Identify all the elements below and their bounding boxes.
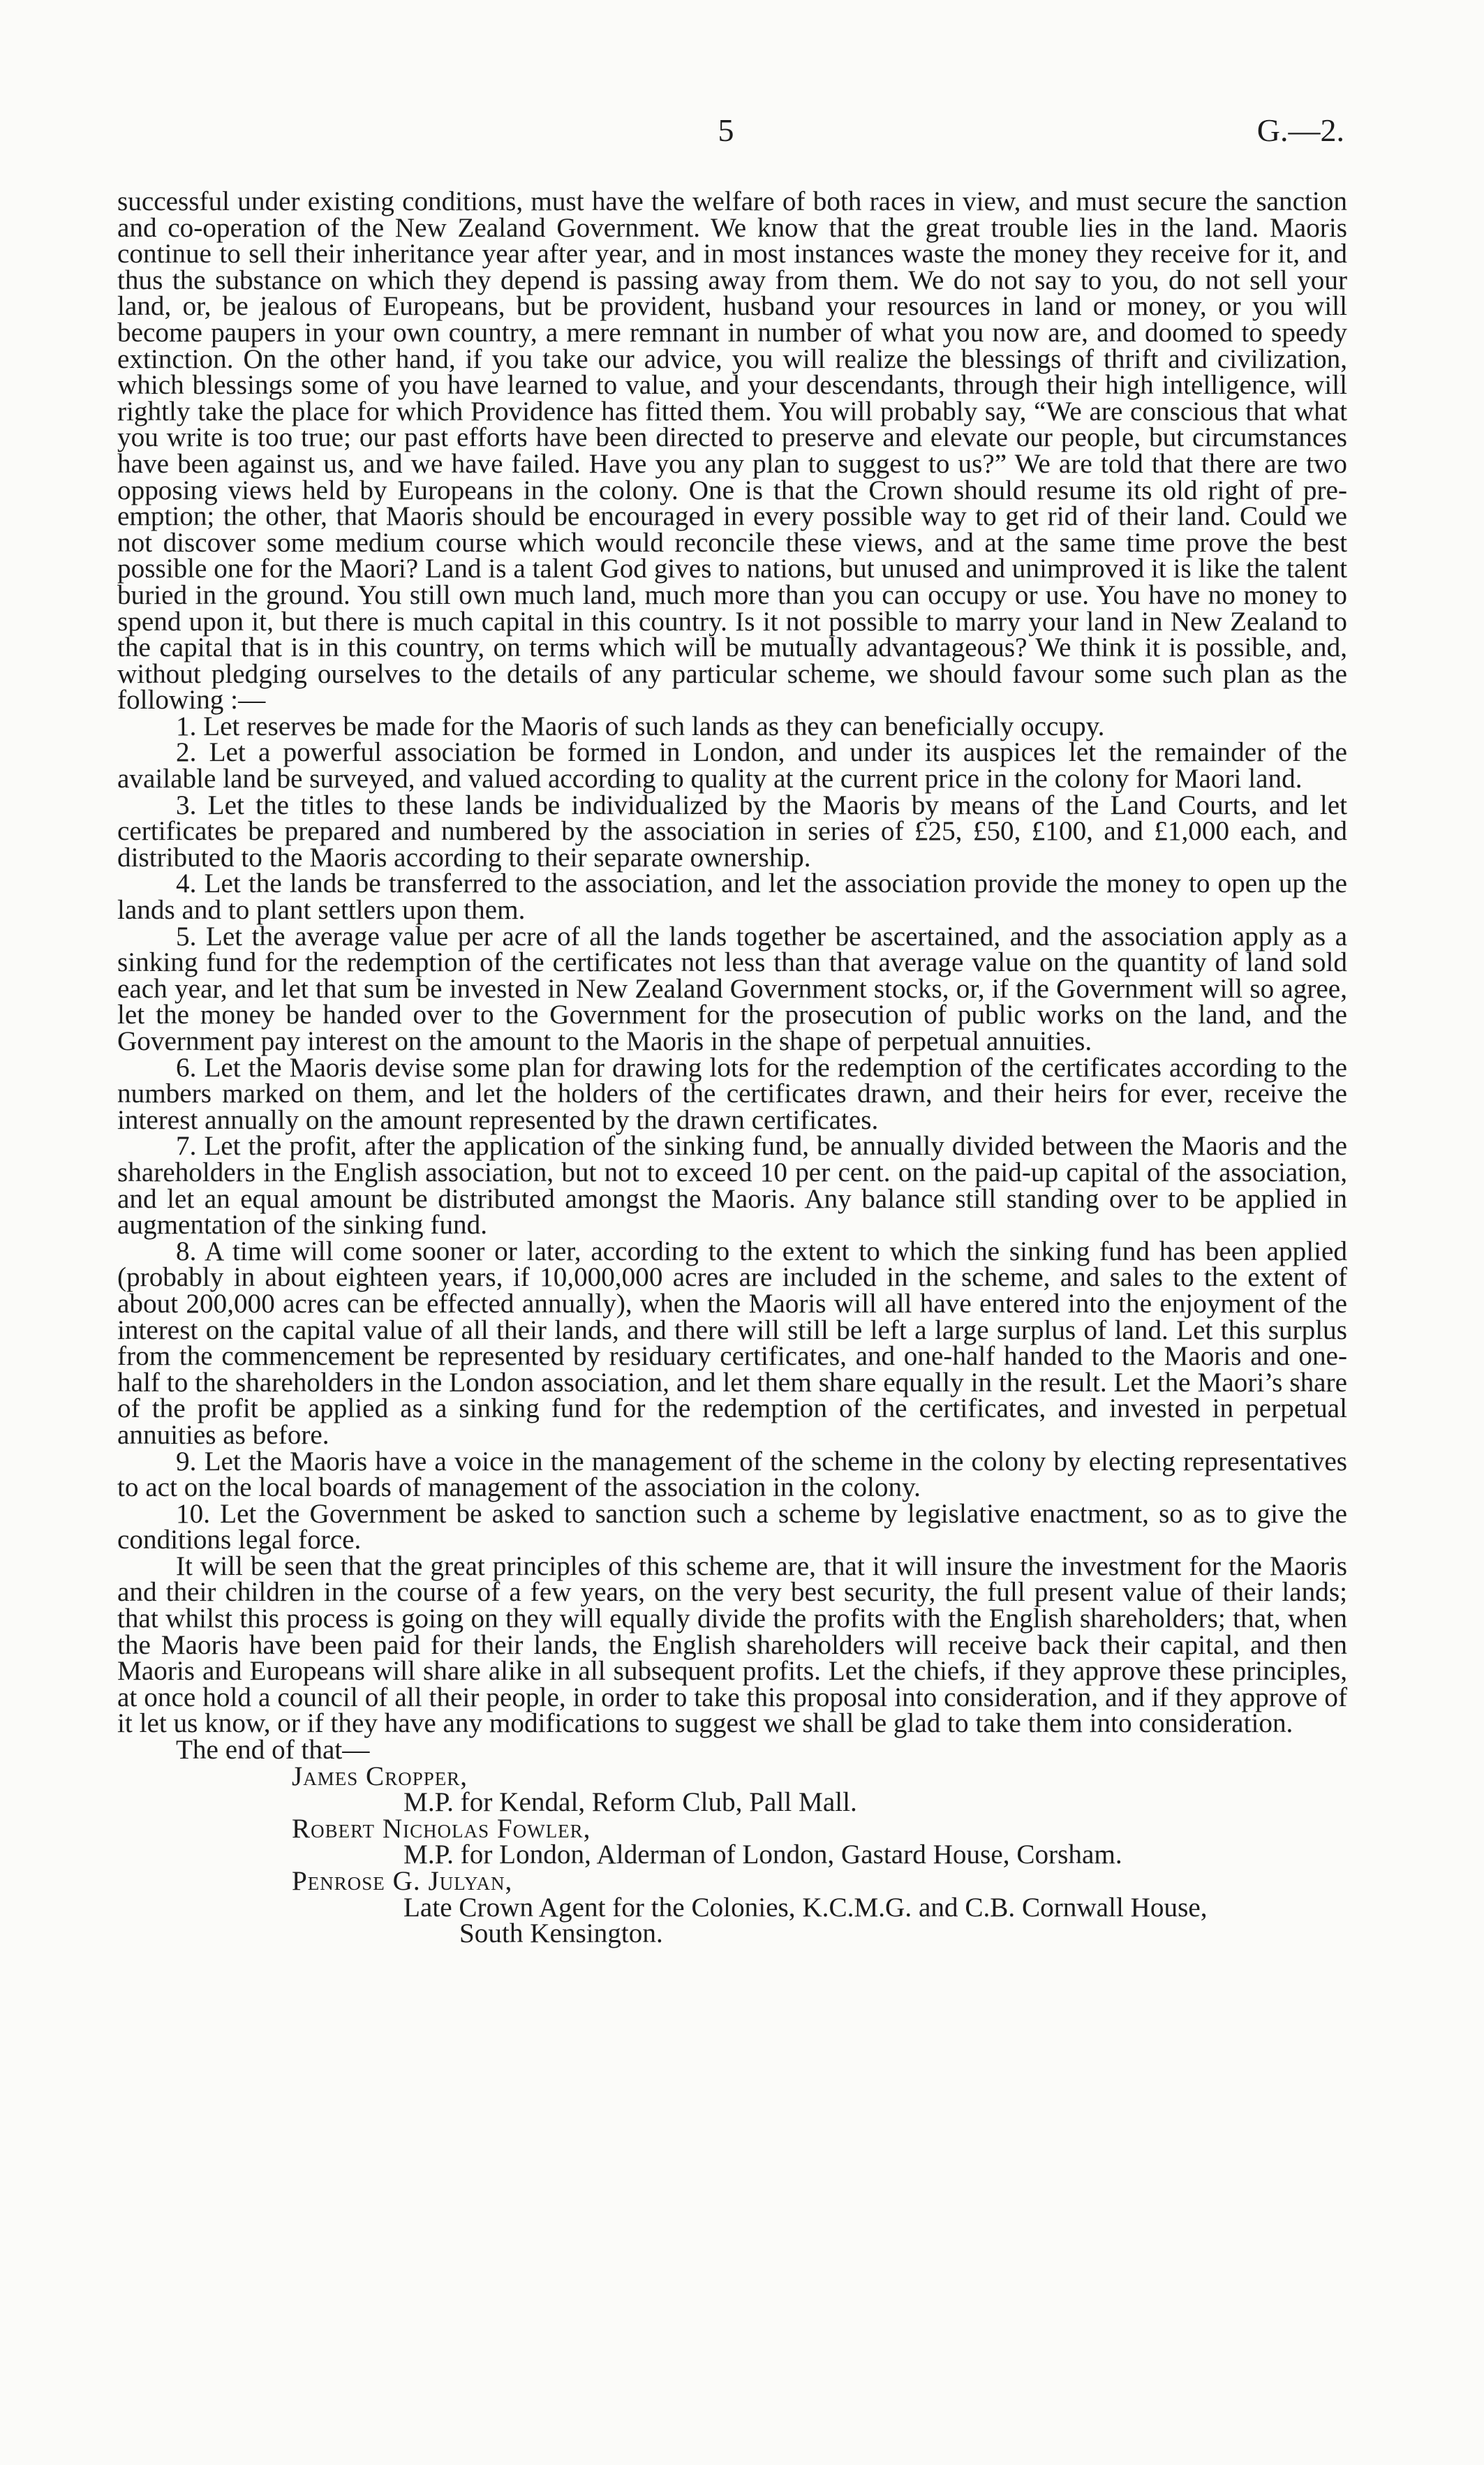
signature-block <box>117 1763 1347 1947</box>
signatory-title-continued: South Kensington. <box>459 1918 663 1949</box>
signatory-name: Penrose G. Julyan, <box>292 1866 513 1896</box>
letter-body <box>117 188 1347 1947</box>
document-reference: G.—2. <box>1256 112 1344 148</box>
signatory-title: Late Crown Agent for the Colonies, K.C.M.G. and C.B. Cornwall House, <box>403 1892 1208 1923</box>
signatory-title: M.P. for Kendal, Reform Club, Pall Mall. <box>403 1787 857 1818</box>
proposal-item-1: 1. Let reserves be made for the Maoris of such lands as they can beneficially occupy. <box>176 711 1105 741</box>
signatory-title: M.P. for London, Alderman of London, Gastard House, Corsham. <box>403 1840 1122 1870</box>
proposal-item-5: 5. Let the average value per acre of all the lands together be ascertained, and the association apply as a sinking fund for the redemption of the certificates not less than that average value on the quantity of land sold each year, and let that sum be invested in New Zealand Government stocks, or, if the Government will so agree, let the money be handed over to the Government for the prosecution of public works on the land, and the Government pay interest on the amount to the Maoris in the shape of perpetual annuities. <box>117 921 1347 1056</box>
page-number: 5 <box>718 112 734 148</box>
proposal-item-10: 10. Let the Government be asked to sanction such a scheme by legislative enactment, so as to give the conditions legal force. <box>117 1498 1347 1555</box>
closing-line: The end of that— <box>176 1735 370 1766</box>
paragraph-summary: It will be seen that the great principles of this scheme are, that it will insure the investment for the Maoris and their children in the course of a few years, on the very best security, the full present value of their lands; that whilst this process is going on they will equally divide the profits with the English shareholders; that, when the Maoris have been paid for their lands, the English shareholders will receive back their capital, and then Maoris and Europeans will share alike in all subsequent profits. Let the chiefs, if they approve these principles, at once hold a council of all their people, in order to take this proposal into consideration, and if they approve of it let us know, or if they have any modifications to suggest we shall be glad to take them into consideration. <box>117 1550 1347 1739</box>
paragraph-intro: successful under existing conditions, must have the welfare of both races in view, and must secure the sanction and co-operation of the New Zealand Government. We know that the great trouble lies in the land. Maoris continue to sell their inheritance year after year, and in most instances waste the money they receive for it, and thus the substance on which they depend is passing away from them. We do not say to you, do not sell your land, or, be jealous of Europeans, but be provident, husband your resources in land or money, or you will become paupers in your own country, a mere remnant in number of what you now are, and doomed to speedy extinction. On the other hand, if you take our advice, you will realize the blessings of thrift and civilization, which blessings some of you have learned to value, and your descendants, through their high intelligence, will rightly take the place for which Providence has fitted them. You will probably say, “We are conscious that what you write is too true; our past efforts have been directed to preserve and elevate our people, but circumstances have been against us, and we have failed. Have you any plan to suggest to us?” We are told that there are two opposing views held by Europeans in the colony. One is that the Crown should resume its old right of pre-emption; the other, that Maoris should be encouraged in every possible way to get rid of their land. Could we not discover some medium course which would reconcile these views, and at the same time prove the best possible one for the Maori? Land is a talent God gives to nations, but unused and unimproved it is like the talent buried in the ground. You still own much land, much more than you can occupy or use. You have no money to spend upon it, but there is much capital in this country. Is it not possible to marry your land in New Zealand to the capital that is in this country, on terms which will be mutually advantageous? We think it is possible, and, without pledging ourselves to the details of any particular scheme, we should favour some such plan as the following :— <box>117 186 1347 716</box>
proposal-item-7: 7. Let the profit, after the application of the sinking fund, be annually divided between the Maoris and the shareholders in the English association, but not to exceed 10 per cent. on the paid-up capital of the association, and let an equal amount be distributed amongst the Maoris. Any balance still standing over to be applied in augmentation of the sinking fund. <box>117 1131 1347 1241</box>
proposal-item-3: 3. Let the titles to these lands be individualized by the Maoris by means of the Land Courts, and let certificates be prepared and numbered by the association in series of £25, £50, £100, and £1,000 each, and distributed to the Maoris according to their separate ownership. <box>117 790 1347 873</box>
proposal-item-2: 2. Let a powerful association be formed in London, and under its auspices let the remainder of the available land be surveyed, and valued according to quality at the current price in the colony for Maori land. <box>117 737 1347 794</box>
proposal-item-8: 8. A time will come sooner or later, according to the extent to which the sinking fund has been applied (probably in about eighteen years, if 10,000,000 acres are included in the scheme, and sales to the extent of about 200,000 acres can be effected annually), when the Maoris will all have entered into the enjoyment of the interest on the capital value of all their lands, and there will still be left a large surplus of land. Let this surplus from the commencement be represented by residuary certificates, and one-half handed to the Maoris and one-half to the shareholders in the London association, and let them share equally in the result. Let the Maori’s share of the profit be applied as a sinking fund for the redemption of the certificates, and invested in perpetual annuities as before. <box>117 1236 1347 1450</box>
proposal-item-4: 4. Let the lands be transferred to the association, and let the association provide the money to open up the lands and to plant settlers upon them. <box>117 868 1347 926</box>
proposal-item-6: 6. Let the Maoris devise some plan for drawing lots for the redemption of the certificates according to the numbers marked on them, and let the holders of the certificates drawn, and their heirs for ever, receive the interest annually on the amount represented by the drawn certificates. <box>117 1052 1347 1135</box>
signatory-name: Robert Nicholas Fowler, <box>292 1813 591 1844</box>
signatory-name: James Cropper, <box>292 1761 468 1791</box>
proposal-item-9: 9. Let the Maoris have a voice in the management of the scheme in the colony by electing representatives to act on the local boards of management of the association in the colony. <box>117 1446 1347 1503</box>
